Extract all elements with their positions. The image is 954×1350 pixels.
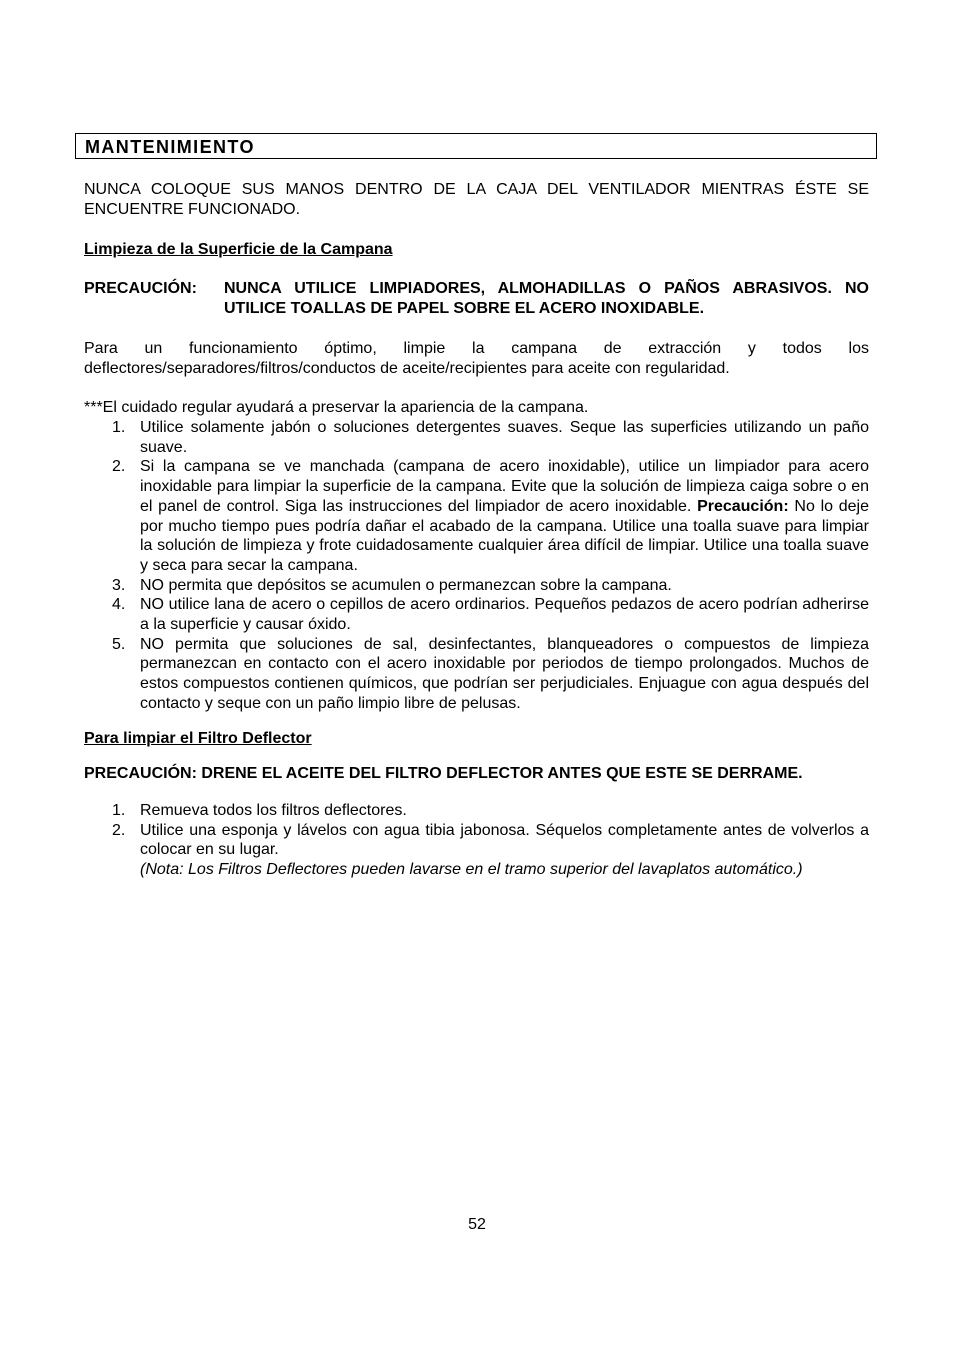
- filter-caution: PRECAUCIÓN: DRENE EL ACEITE DEL FILTRO DEFLECTOR ANTES QUE ESTE SE DERRAME.: [84, 765, 803, 782]
- list-item-number: 2.: [112, 458, 126, 476]
- list-item: [84, 576, 869, 596]
- list-item-text: Utilice solamente jabón o soluciones detergentes suaves. Seque las superficies utilizando un paño suave.: [140, 419, 869, 456]
- list-item-text: NO permita que depósitos se acumulen o permanezcan sobre la campana.: [140, 576, 672, 594]
- list-item: [84, 595, 869, 634]
- list-item-number: 5.: [112, 635, 126, 653]
- list-item-text: Remueva todos los filtros deflectores.: [140, 802, 407, 819]
- list-item: [84, 801, 869, 821]
- page-number: 52: [468, 1216, 486, 1233]
- list-item-text: NO permita que soluciones de sal, desinfectantes, blanqueadores o compuestos de limpieza permanezcan en contacto con el acero inoxidable por periodos de tiempo prolongados. Muchos de estos compuestos contienen químicos, que podrían ser perjudiciales. Enjuague con agua después del contacto y seque con un paño limpio libre de pelusas.: [140, 635, 869, 712]
- list-item-text: [140, 457, 869, 575]
- list-item-text: NO utilice lana de acero o cepillos de acero ordinarios. Pequeños pedazos de acero podrían adherirse a la superficie y causar óxido.: [140, 596, 869, 634]
- list-item-number: 3.: [112, 576, 126, 594]
- list-item-text: [140, 821, 869, 880]
- step-2-precaution-label: Precaución:: [697, 497, 789, 515]
- list-item: [84, 635, 869, 714]
- section-title: MANTENIMIENTO: [85, 137, 255, 157]
- step-2-text-b: No lo deje por mucho tiempo pues podría dañar el acabado de la campana. Utilice una toalla suave para limpiar la solución de limpieza y frote cuidadosamente cualquier área difícil de limpiar. Utilice una toalla suave y seca para secar la campana.: [140, 497, 870, 574]
- surface-intro: Para un funcionamiento óptimo, limpie la campana de extracción y todos los deflectores/separadores/filtros/conductos de aceite/recipientes para aceite con regularidad.: [84, 340, 869, 377]
- caution-label: PRECAUCIÓN:: [84, 280, 197, 297]
- dishwasher-note: (Nota: Los Filtros Deflectores pueden lavarse en el tramo superior del lavaplatos automático.): [140, 861, 803, 879]
- caution-text: NUNCA UTILICE LIMPIADORES, ALMOHADILLAS O PAÑOS ABRASIVOS. NO UTILICE TOALLAS DE PAPEL SOBRE EL ACERO INOXIDABLE.: [224, 280, 869, 317]
- list-item-number: 1.: [112, 419, 126, 436]
- filter-steps-list: [84, 801, 869, 880]
- list-item: [84, 457, 869, 575]
- surface-steps-list: [84, 418, 869, 714]
- filter-cleaning-heading: Para limpiar el Filtro Deflector: [84, 730, 312, 747]
- list-item: [84, 821, 869, 880]
- filter-step-2-text: Utilice una esponja y lávelos con agua tibia jabonosa. Séquelos completamente antes de volverlos a colocar en su lugar.: [140, 821, 869, 859]
- surface-caution: [84, 279, 869, 318]
- list-item-number: 4.: [112, 596, 126, 614]
- surface-cleaning-heading: Limpieza de la Superficie de la Campana: [84, 241, 393, 258]
- list-item: [84, 418, 869, 457]
- section-header: [75, 133, 877, 159]
- care-note: ***El cuidado regular ayudará a preservar la apariencia de la campana.: [84, 399, 589, 416]
- list-item-number: 2.: [112, 821, 126, 839]
- step-2-text-a: Si la campana se ve manchada (campana de acero inoxidable), utilice un limpiador para acero inoxidable para limpiar la superficie de la campana. Evite que la solución de limpieza caiga sobre o en el panel de control. Siga las instrucciones del limpiador de acero inoxidable.: [140, 458, 869, 515]
- safety-warning: NUNCA COLOQUE SUS MANOS DENTRO DE LA CAJA DEL VENTILADOR MIENTRAS ÉSTE SE ENCUENTRE FUNCIONADO.: [84, 181, 869, 218]
- list-item-number: 1.: [112, 802, 126, 819]
